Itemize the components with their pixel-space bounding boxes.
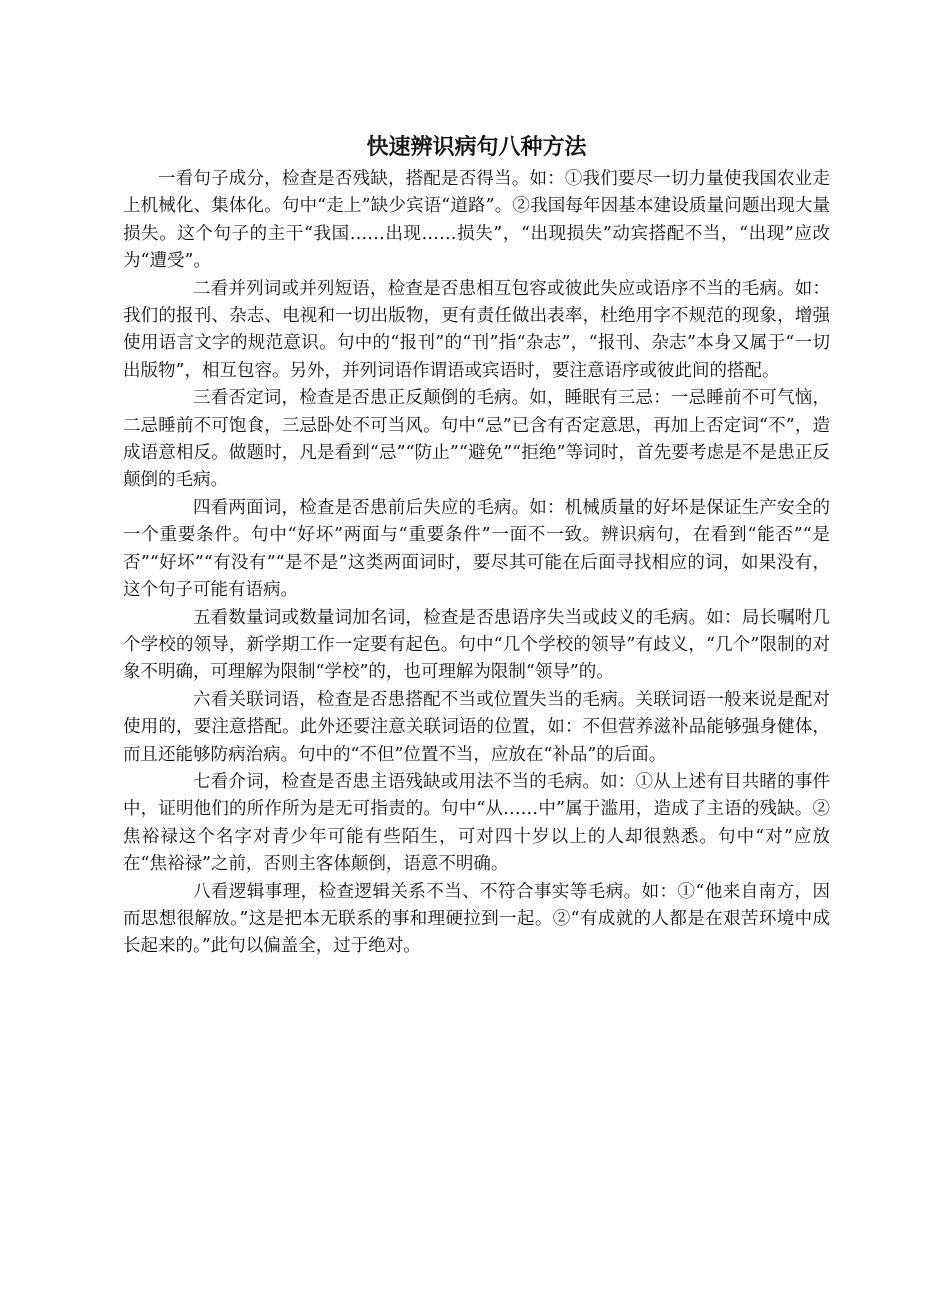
- paragraph-8: 八看逻辑事理，检查逻辑关系不当、不符合事实等毛病。如：①“他来自南方，因而思想很解放。”这是把本无联系的事和理硬拉到一起。②“有成就的人都是在艰苦环境中成长起来的。”此句以偏盖全，过于绝对。: [123, 881, 830, 957]
- paragraph-4: 四看两面词，检查是否患前后失应的毛病。如：机械质量的好坏是保证生产安全的一个重要条件。句中“好坏”两面与“重要条件”一面不一致。辨识病句，在看到“能否”“是否”“好坏”“有没有”“是不是”这类两面词时，要尽其可能在后面寻找相应的词，如果没有，这个句子可能有语病。: [123, 497, 830, 601]
- paragraph-3: 三看否定词，检查是否患正反颠倒的毛病。如，睡眠有三忌：一忌睡前不可气恼，二忌睡前不可饱食，三忌卧处不可当风。句中“忌”已含有否定意思，再加上否定词“不”，造成语意相反。做题时，凡是看到“忌”“防止”“避免”“拒绝”等词时，首先要考虑是不是患正反颠倒的毛病。: [123, 388, 830, 491]
- document-title: 快速辨识病句八种方法: [366, 135, 587, 160]
- paragraph-5: 五看数量词或数量词加名词，检查是否患语序失当或歧义的毛病。如：局长嘱咐几个学校的领导，新学期工作一定要有起色。句中“几个学校的领导”有歧义，“几个”限制的对象不明确，可理解为限制“学校”的，也可理解为限制“领导”的。: [123, 607, 830, 683]
- paragraph-6: 六看关联词语，检查是否患搭配不当或位置失当的毛病。关联词语一般来说是配对使用的，要注意搭配。此外还要注意关联词语的位置，如：不但营养滋补品能够强身健体，而且还能够防病治病。句中的“不但”位置不当，应放在“补品”的后面。: [123, 689, 830, 765]
- document-page: [123, 130, 830, 961]
- paragraph-2: 二看并列词或并列短语，检查是否患相互包容或彼此失应或语序不当的毛病。如：我们的报刊、杂志、电视和一切出版物，更有责任做出表率，杜绝用字不规范的现象，增强使用语言文字的规范意识。句中的“报刊”的“刊”指“杂志”，“报刊、杂志”本身又属于“一切出版物”，相互包容。另外，并列词语作谓语或宾语时，要注意语序或彼此间的搭配。: [123, 278, 830, 381]
- paragraph-7: 七看介词，检查是否患主语残缺或用法不当的毛病。如：①从上述有目共睹的事件中，证明他们的所作所为是无可指责的。句中“从……中”属于滥用，造成了主语的残缺。②焦裕禄这个名字对青少年可能有些陌生，可对四十岁以上的人却很熟悉。句中“对”应放在“焦裕禄”之前，否则主客体颠倒，语意不明确。: [123, 771, 830, 875]
- paragraph-1: 一看句子成分，检查是否残缺，搭配是否得当。如：①我们要尽一切力量使我国农业走上机械化、集体化。句中“走上”缺少宾语“道路”。②我国每年因基本建设质量问题出现大量损失。这个句子的主干“我国……出现……损失”，“出现损失”动宾搭配不当，“出现”应改为“遭受”。: [123, 169, 830, 272]
